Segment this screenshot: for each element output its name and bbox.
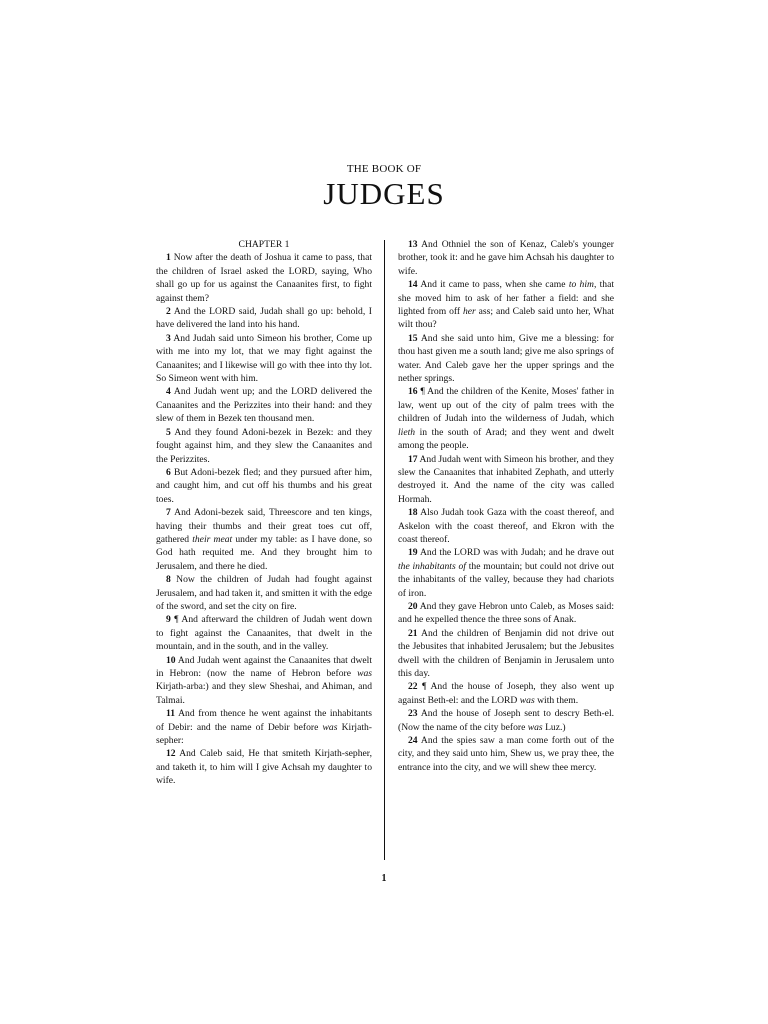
verse-number: 3 (166, 332, 171, 344)
verse (398, 506, 614, 546)
verse-number: 8 (166, 574, 171, 586)
verse-text: ass; and Caleb said unto her, What wilt thou? (398, 306, 614, 331)
verse-text: with them. (534, 694, 579, 706)
verse-text: And Judah went against the Canaanites that dwelt in Hebron: (now the name of Hebron before (156, 654, 372, 679)
verse-text: Now after the death of Joshua it came to pass, that the children of Israel asked the LORD, saying, Who shall go up for us against the Canaanites first, to fight against them? (156, 252, 372, 304)
verse-text: And they gave Hebron unto Caleb, as Moses said: and he expelled thence the three sons of Anak. (398, 600, 614, 626)
verse-number: 16 (408, 386, 418, 398)
verse-text: And the LORD was with Judah; and he drave out (419, 547, 614, 559)
verse-text: Now the children of Judah had fought against Jerusalem, and had taken it, and smitten it with the edge of the sword, and set the city on fire. (156, 574, 372, 612)
verse-text: And she said unto him, Give me a blessing: for thou hast given me a south land; give me also springs of water. And Caleb gave her the upper springs and the nether springs. (398, 332, 615, 385)
verse (398, 278, 614, 332)
verse-text: And the house of Joseph sent to descry Beth-el. (Now the name of the city before (398, 708, 615, 733)
verse (156, 573, 372, 613)
verse-number: 2 (166, 306, 171, 318)
verse-italic-text: was (322, 721, 338, 733)
verse-text: Kirjath-sepher: (156, 721, 372, 747)
verse (156, 747, 372, 787)
verse (398, 385, 614, 452)
verse-number: 9 (166, 614, 171, 626)
verse (398, 546, 614, 600)
verse (156, 613, 372, 653)
verse-number: 1 (166, 252, 171, 264)
verse (156, 332, 372, 386)
verse-italic-text: her (462, 306, 476, 318)
right-column (398, 238, 614, 774)
verse-text: ¶ And afterward the children of Judah went down to fight against the Canaanites, that dwelt in the mountain, and in the south, and in the valley. (156, 614, 372, 653)
verse-number: 19 (408, 547, 418, 559)
verse-number: 6 (166, 466, 171, 478)
verse-number: 4 (166, 386, 171, 398)
page-number: 1 (381, 873, 387, 884)
verse-text: And Judah said unto Simeon his brother, Come up with me into my lot, that we may fight against the Canaanites; and I likewise will go with thee into thy lot. So Simeon went with him. (156, 332, 373, 385)
left-verse-list (156, 251, 372, 787)
verse-number: 5 (166, 426, 171, 438)
verse-text: And they found Adoni-bezek in Bezek: and they fought against him, and they slew the Canaanites and the Perizzites. (156, 426, 372, 465)
verse (398, 734, 614, 774)
verse-number: 13 (408, 239, 418, 250)
chapter-heading: CHAPTER 1 (238, 239, 290, 250)
verse (156, 426, 372, 466)
book-title: JUDGES (323, 176, 445, 211)
verse-italic-text: lieth (398, 426, 416, 438)
verse-number: 14 (408, 279, 418, 291)
verse-number: 11 (166, 708, 176, 720)
verse-text: Also Judah took Gaza with the coast thereof, and Askelon with the coast thereof, and Ekron with the coast thereof. (398, 507, 614, 545)
verse (156, 305, 372, 332)
verse-italic-text: was (527, 721, 543, 733)
verse-text: And Adoni-bezek said, Threescore and ten kings, having their thumbs and their great toes cut off, gathered (156, 507, 373, 545)
verse-text: ¶ And the children of the Kenite, Moses' father in law, went up out of the city of palm trees with the children of Judah into the wilderness of Judah, which (398, 386, 615, 425)
verse-number: 20 (408, 600, 418, 612)
verse (156, 707, 372, 747)
verse (156, 654, 372, 708)
verse-italic-text: the inhabitants of (398, 560, 466, 572)
verse-italic-text: their meat (192, 533, 233, 545)
verse-text: And Judah went up; and the LORD delivered the Canaanites and the Perizzites into their hand: and they slew of them in Bezek ten thousand men. (156, 386, 372, 425)
verse-text: And the spies saw a man come forth out of the city, and they said unto him, Shew us, we pray thee, the entrance into the city, and we will shew thee mercy. (398, 735, 614, 773)
verse-text: Kirjath-arba:) and they slew Sheshai, and Ahiman, and Talmai. (156, 681, 372, 706)
right-verse-list (398, 238, 614, 774)
book-kicker: THE BOOK OF (346, 163, 422, 175)
verse (398, 600, 614, 627)
verse-text: under my table: as I have done, so God hath requited me. And they brought him to Jerusalem, and there he died. (156, 533, 372, 572)
column-divider (384, 240, 385, 860)
verse-number: 17 (408, 453, 418, 465)
verse-text: And Othniel the son of Kenaz, Caleb's younger brother, took it: and he gave him Achsah his daughter to wife. (398, 239, 614, 277)
verse-text: And Caleb said, He that smiteth Kirjath-sepher, and taketh it, to him will I give Achsah my daughter to wife. (156, 748, 372, 787)
verse (398, 627, 614, 681)
verse-italic-text: was (357, 668, 372, 679)
verse-number: 21 (408, 627, 418, 639)
verse-text: But Adoni-bezek fled; and they pursued after him, and caught him, and cut off his thumbs and his great toes. (156, 466, 372, 505)
verse-text: , that she moved him to ask of her father a field: and she lighted from off (398, 279, 614, 318)
verse (398, 680, 614, 707)
verse (398, 453, 614, 507)
verse-italic-text: was (519, 694, 535, 706)
verse (156, 385, 372, 425)
verse (156, 466, 372, 506)
verse (398, 707, 614, 734)
verse-text: And it came to pass, when she came (420, 279, 569, 291)
verse-number: 22 (408, 681, 418, 693)
verse (156, 251, 372, 305)
verse-text: in the south of Arad; and they went and dwelt among the people. (398, 426, 614, 452)
verse-number: 10 (166, 654, 176, 666)
verse-text: Luz.) (542, 721, 566, 733)
verse-text: And Judah went with Simeon his brother, and they slew the Canaanites that inhabited Zephath, and utterly destroyed it. And the name of the city was called Hormah. (398, 453, 614, 505)
left-column (156, 238, 372, 788)
verse-number: 23 (408, 708, 418, 720)
verse-number: 12 (166, 748, 176, 760)
verse-number: 15 (408, 332, 418, 344)
verse (398, 332, 614, 386)
verse (398, 238, 614, 278)
verse (156, 506, 372, 573)
verse-number: 18 (408, 507, 418, 519)
verse-text: the mountain; but could not drive out the inhabitants of the valley, because they had chariots of iron. (398, 560, 615, 599)
verse-text: ¶ And the house of Joseph, they also went up against Beth-el: and the LORD (398, 681, 614, 706)
verse-number: 24 (408, 735, 418, 747)
verse-text: And the children of Benjamin did not drive out the Jebusites that inhabited Jerusalem; but the Jebusites dwell with the children of Benjamin in Jerusalem unto this day. (398, 627, 614, 679)
verse-text: And from thence he went against the inhabitants of Debir: and the name of Debir before (156, 708, 372, 733)
verse-italic-text: to him (568, 279, 594, 291)
verse-text: And the LORD said, Judah shall go up: behold, I have delivered the land into his hand. (156, 306, 372, 331)
verse-number: 7 (166, 507, 171, 519)
